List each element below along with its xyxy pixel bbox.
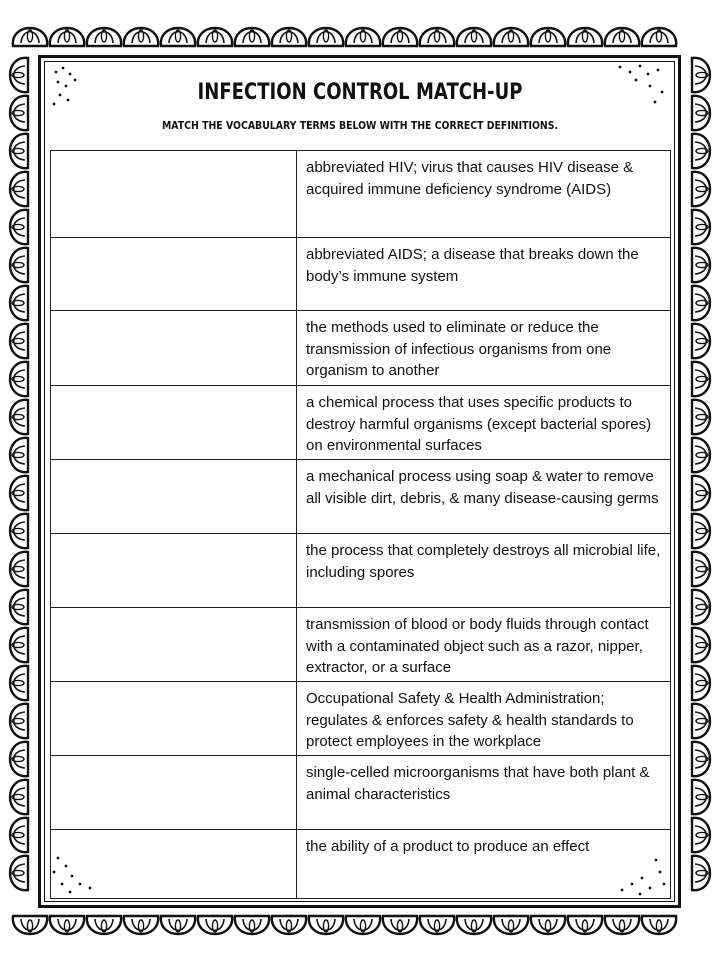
match-up-table: [50, 150, 671, 899]
term-answer-cell[interactable]: [51, 534, 297, 608]
table-row: [51, 756, 671, 830]
definition-cell: abbreviated HIV; virus that causes HIV disease & acquired immune deficiency syndrome (AIDS): [297, 151, 671, 238]
definition-cell: the process that completely destroys all microbial life, including spores: [297, 534, 671, 608]
table-row: [51, 238, 671, 311]
table-row: [51, 830, 671, 899]
term-answer-cell[interactable]: [51, 151, 297, 238]
table-row: [51, 534, 671, 608]
term-answer-cell[interactable]: [51, 830, 297, 899]
table-row: [51, 386, 671, 460]
definition-cell: a mechanical process using soap & water to remove all visible dirt, debris, & many disease-causing germs: [297, 460, 671, 534]
term-answer-cell[interactable]: [51, 386, 297, 460]
term-answer-cell[interactable]: [51, 608, 297, 682]
definition-cell: the ability of a product to produce an effect: [297, 830, 671, 899]
term-answer-cell[interactable]: [51, 756, 297, 830]
definition-cell: the methods used to eliminate or reduce the transmission of infectious organisms from one organism to another: [297, 311, 671, 386]
table-row: [51, 151, 671, 238]
definition-cell: abbreviated AIDS; a disease that breaks down the body’s immune system: [297, 238, 671, 311]
term-answer-cell[interactable]: [51, 460, 297, 534]
term-answer-cell[interactable]: [51, 238, 297, 311]
worksheet-subtitle: MATCH THE VOCABULARY TERMS BELOW WITH THE CORRECT DEFINITIONS.: [161, 119, 559, 132]
definition-cell: transmission of blood or body fluids through contact with a contaminated object such as a razor, nipper, extractor, or a surface: [297, 608, 671, 682]
table-row: [51, 608, 671, 682]
table-row: [51, 460, 671, 534]
term-answer-cell[interactable]: [51, 682, 297, 756]
worksheet-title: INFECTION CONTROL MATCH-UP: [197, 80, 523, 105]
definition-cell: Occupational Safety & Health Administration; regulates & enforces safety & health standards to protect employees in the workplace: [297, 682, 671, 756]
term-answer-cell[interactable]: [51, 311, 297, 386]
table-row: [51, 311, 671, 386]
definition-cell: a chemical process that uses specific products to destroy harmful organisms (except bacterial spores) on environmental surfaces: [297, 386, 671, 460]
definition-cell: single-celled microorganisms that have both plant & animal characteristics: [297, 756, 671, 830]
table-row: [51, 682, 671, 756]
